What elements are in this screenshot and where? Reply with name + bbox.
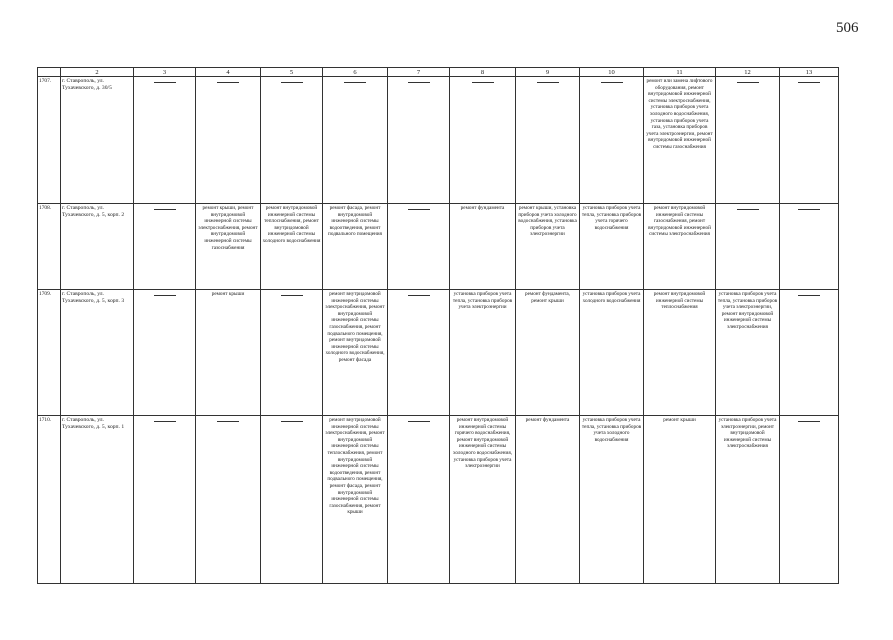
dash-mark [344, 82, 366, 83]
dash-mark [281, 421, 303, 422]
work-cell: ремонт фундамента [450, 204, 516, 290]
header-cell-7: 7 [388, 68, 450, 77]
work-cell: ремонт крыши, установка приборов учета холодного водоснабжения, установка приборов учета электроэнергии [516, 204, 580, 290]
dash-mark [737, 209, 759, 210]
header-cell-5: 5 [261, 68, 323, 77]
header-cell-13: 13 [780, 68, 839, 77]
dash-mark [281, 295, 303, 296]
work-cell: ремонт внутридомовой инженерной системы электроснабжения, ремонт внутридомовой инженерной системы газоснабжения, ремонт подвального помещения, ремонт внутридомовой инженерной системы холодного водоснабжения, ремонт фасада [323, 290, 388, 416]
work-cell: ремонт фундамента, ремонт крыши [516, 290, 580, 416]
dash-mark [154, 209, 176, 210]
empty-cell [134, 204, 196, 290]
work-cell: установка приборов учета холодного водоснабжения [580, 290, 644, 416]
dash-mark [154, 82, 176, 83]
work-cell: ремонт крыши [196, 290, 261, 416]
dash-mark [798, 421, 820, 422]
empty-cell [716, 204, 780, 290]
empty-cell [388, 416, 450, 584]
dash-mark [537, 82, 559, 83]
empty-cell [196, 416, 261, 584]
empty-cell [134, 77, 196, 204]
header-cell-4: 4 [196, 68, 261, 77]
address-cell: г. Ставрополь, ул. Тухачевского, д. 5, корп. 1 [61, 416, 134, 584]
empty-cell [388, 204, 450, 290]
header-cell-1 [38, 68, 61, 77]
work-cell: ремонт внутридомовой инженерной системы теплоснабжения, ремонт внутридомовой инженерной системы холодного водоснабжения [261, 204, 323, 290]
header-cell-9: 9 [516, 68, 580, 77]
header-cell-10: 10 [580, 68, 644, 77]
header-cell-12: 12 [716, 68, 780, 77]
dash-mark [601, 82, 623, 83]
dash-mark [217, 82, 239, 83]
empty-cell [261, 77, 323, 204]
dash-mark [281, 82, 303, 83]
empty-cell [780, 204, 839, 290]
work-cell: ремонт фундамента [516, 416, 580, 584]
work-cell: ремонт внутридомовой инженерной системы газоснабжения, ремонт внутридомовой инженерной системы электроснабжения [644, 204, 716, 290]
header-cell-11: 11 [644, 68, 716, 77]
work-cell: установка приборов учета тепла, установка приборов учета холодного водоснабжения [580, 416, 644, 584]
empty-cell [388, 290, 450, 416]
dash-mark [472, 82, 494, 83]
work-cell: ремонт крыши, ремонт внутридомовой инженерной системы электроснабжения, ремонт внутридомовой инженерной системы газоснабжения [196, 204, 261, 290]
empty-cell [323, 77, 388, 204]
dash-mark [408, 82, 430, 83]
dash-mark [737, 82, 759, 83]
address-cell: г. Ставрополь, ул. Тухачевского, д. 5, корп. 2 [61, 204, 134, 290]
table-row [38, 204, 839, 290]
dash-mark [408, 295, 430, 296]
empty-cell [450, 77, 516, 204]
work-cell: ремонт крыши [644, 416, 716, 584]
work-cell: установка приборов учета тепла, установка приборов учета электроэнергии, ремонт внутридомовой инженерной системы электроснабжения [716, 290, 780, 416]
address-cell: г. Ставрополь, ул. Тухачевского, д. 5, корп. 3 [61, 290, 134, 416]
work-cell: установка приборов учета тепла, установка приборов учета горячего водоснабжения [580, 204, 644, 290]
empty-cell [716, 77, 780, 204]
table-row [38, 290, 839, 416]
address-cell: г. Ставрополь, ул. Тухачевского, д. 30/5 [61, 77, 134, 204]
empty-cell [261, 416, 323, 584]
header-cell-3: 3 [134, 68, 196, 77]
work-cell: ремонт или замена лифтового оборудования, ремонт внутридомовой инженерной системы электроснабжения, установка приборов учета холодного водоснабжения, установка приборов учета газа, установка приборов учета электроэнергии, ремонт внутридомовой инженерной системы газоснабжения [644, 77, 716, 204]
work-cell: ремонт внутридомовой инженерной системы теплоснабжения [644, 290, 716, 416]
empty-cell [134, 416, 196, 584]
row-number: 1709. [38, 290, 61, 416]
empty-cell [134, 290, 196, 416]
dash-mark [408, 421, 430, 422]
table-row [38, 416, 839, 584]
dash-mark [798, 209, 820, 210]
table-row [38, 77, 839, 204]
empty-cell [196, 77, 261, 204]
dash-mark [217, 421, 239, 422]
empty-cell [388, 77, 450, 204]
work-cell: ремонт внутридомовой инженерной системы горячего водоснабжения, ремонт внутридомовой инженерной системы холодного водоснабжения, установка приборов учета электроэнергии [450, 416, 516, 584]
repair-schedule-table [37, 67, 839, 584]
dash-mark [408, 209, 430, 210]
empty-cell [780, 416, 839, 584]
dash-mark [154, 421, 176, 422]
empty-cell [516, 77, 580, 204]
row-number: 1710. [38, 416, 61, 584]
dash-mark [154, 295, 176, 296]
work-cell: ремонт внутридомовой инженерной системы электроснабжения, ремонт внутридомовой инженерной системы теплоснабжения, ремонт внутридомовой инженерной системы водоотведения, ремонт подвального помещения, ремонт фасада, ремонт внутридомовой инженерной системы газоснабжения, ремонт крыши [323, 416, 388, 584]
empty-cell [261, 290, 323, 416]
header-row [38, 68, 839, 77]
header-cell-8: 8 [450, 68, 516, 77]
work-cell: ремонт фасада, ремонт внутридомовой инженерной системы водоотведения, ремонт подвального помещения [323, 204, 388, 290]
work-cell: установка приборов учета электроэнергии, ремонт внутридомовой инженерной системы электроснабжения [716, 416, 780, 584]
page-number: 506 [836, 20, 859, 36]
empty-cell [580, 77, 644, 204]
empty-cell [780, 290, 839, 416]
dash-mark [798, 295, 820, 296]
row-number: 1708. [38, 204, 61, 290]
row-number: 1707. [38, 77, 61, 204]
header-cell-2: 2 [61, 68, 134, 77]
empty-cell [780, 77, 839, 204]
header-cell-6: 6 [323, 68, 388, 77]
work-cell: установка приборов учета тепла, установка приборов учета электроэнергии [450, 290, 516, 416]
dash-mark [798, 82, 820, 83]
